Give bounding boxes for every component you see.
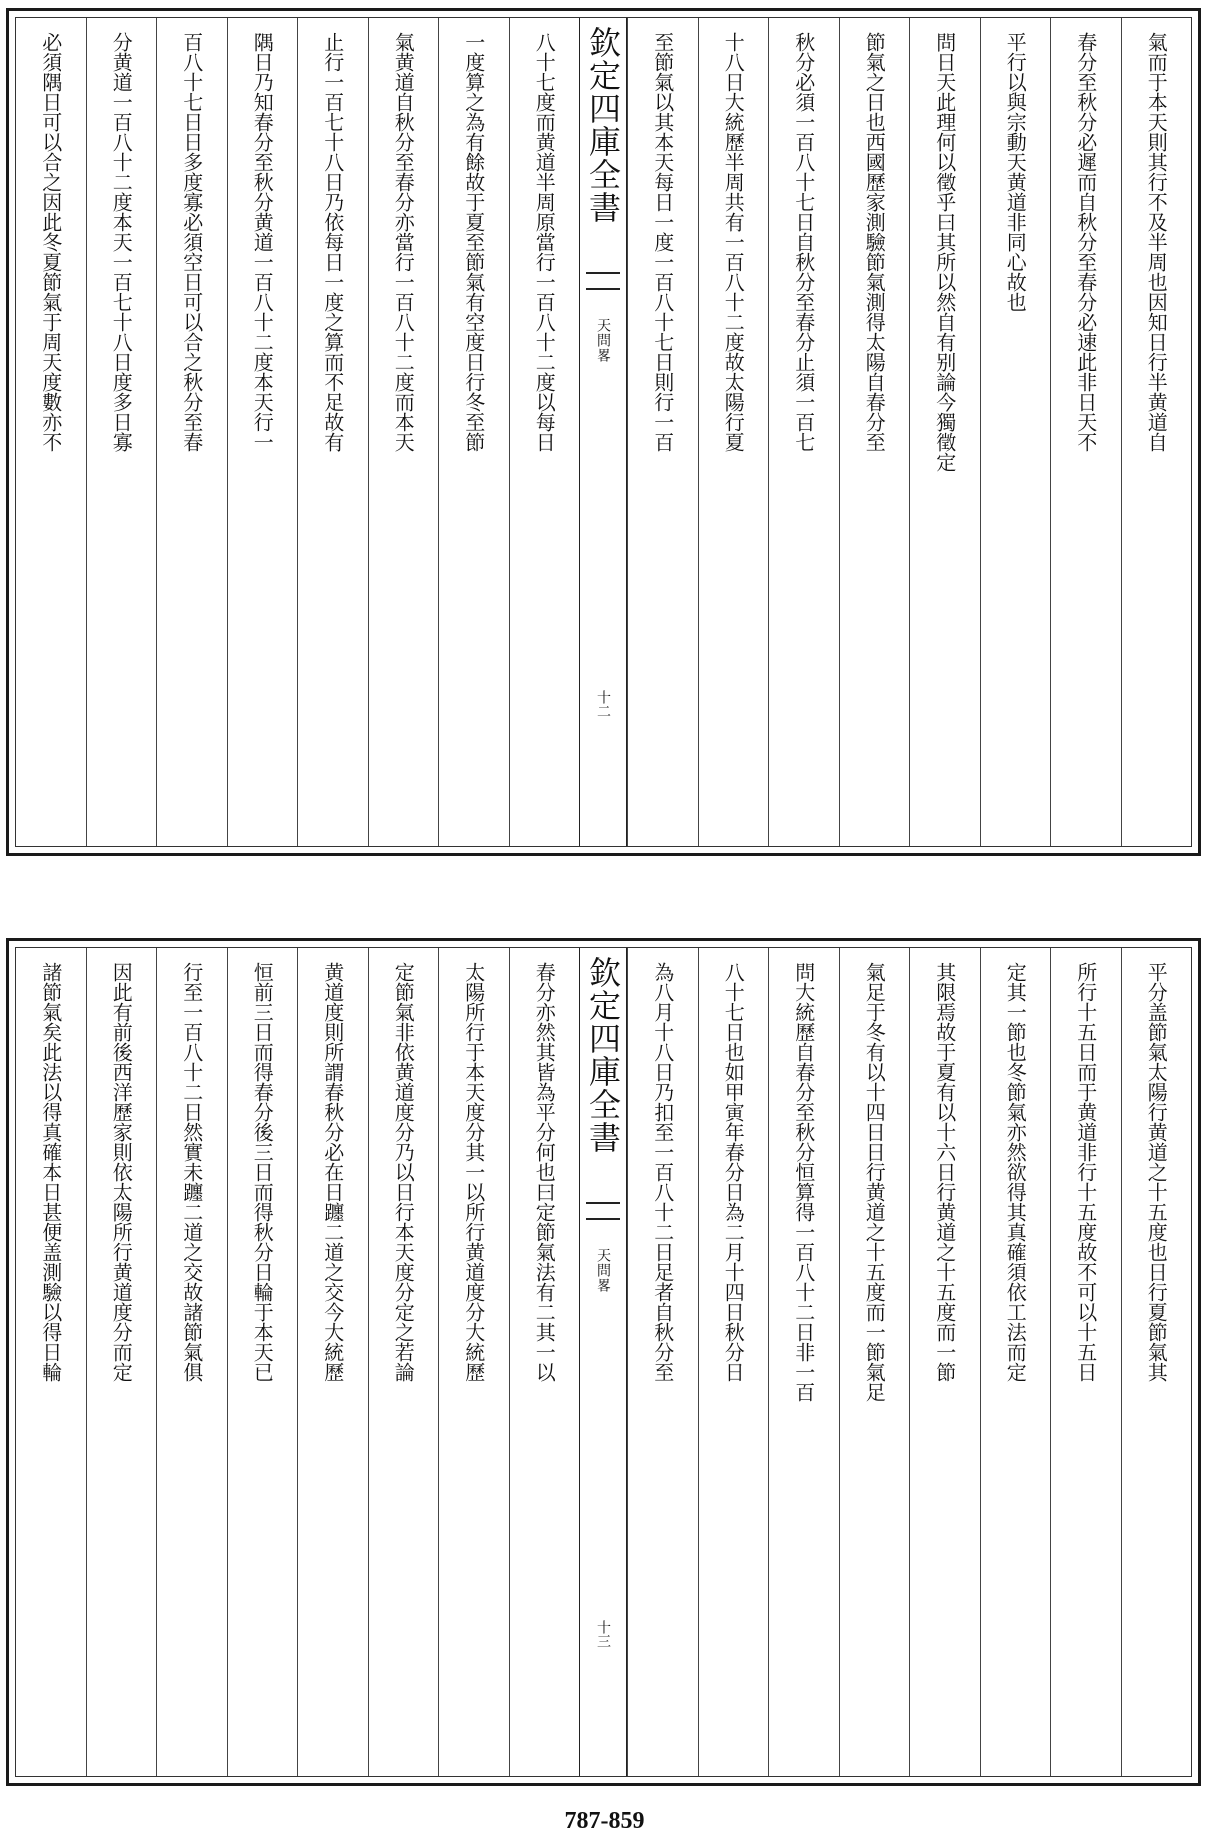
column-text: 節氣之日也西國歷家測驗節氣測得太陽自春分至 — [862, 32, 887, 452]
text-column — [627, 18, 698, 846]
text-column — [16, 18, 86, 846]
page-frame — [15, 17, 1192, 847]
book-title: 欽定四庫全書 — [584, 956, 622, 1154]
fish-tail-mark — [586, 1202, 620, 1220]
book-title: 欽定四庫全書 — [584, 26, 622, 224]
text-column — [86, 948, 157, 1776]
text-column — [156, 18, 227, 846]
page-number: 十三 — [595, 1620, 611, 1648]
text-column — [768, 948, 839, 1776]
text-column — [156, 948, 227, 1776]
text-column — [297, 948, 368, 1776]
column-text: 定其一節也冬節氣亦然欲得其真確須依工法而定 — [1003, 962, 1028, 1382]
column-text: 隅日乃知春分至秋分黄道一百八十二度本天行一 — [250, 32, 275, 452]
center-gutter — [579, 948, 627, 1776]
column-text: 恒前三日而得春分後三日而得秋分日輪于本天已 — [250, 962, 275, 1382]
page-number: 十二 — [595, 690, 611, 718]
column-text: 一度算之為有餘故于夏至節氣有空度日行冬至節 — [461, 32, 486, 452]
column-text: 八十七日也如甲寅年春分日為二月十四日秋分日 — [721, 962, 746, 1382]
column-text: 止行一百七十八日乃依每日一度之算而不足故有 — [320, 32, 345, 452]
text-column — [1121, 948, 1192, 1776]
text-column — [227, 948, 298, 1776]
text-column — [368, 18, 439, 846]
text-column — [1050, 948, 1121, 1776]
column-text: 諸節氣矣此法以得真確本日甚便盖測驗以得日輪 — [38, 962, 63, 1382]
text-column — [297, 18, 368, 846]
chapter-name: 天問畧 — [595, 318, 611, 363]
text-column — [980, 948, 1051, 1776]
column-text: 八十七度而黄道半周原當行一百八十二度以每日 — [532, 32, 557, 452]
text-column — [980, 18, 1051, 846]
column-text: 定節氣非依黄道度分乃以日行本天度分定之若論 — [391, 962, 416, 1382]
text-column — [509, 18, 580, 846]
column-text: 氣而于本天則其行不及半周也因知日行半黄道自 — [1144, 32, 1169, 452]
text-column — [227, 18, 298, 846]
text-column — [839, 948, 910, 1776]
text-column — [627, 948, 698, 1776]
text-column — [509, 948, 580, 1776]
top-page — [6, 8, 1201, 856]
column-text: 秋分必須一百八十七日自秋分至春分止須一百七 — [791, 32, 816, 452]
column-text: 春分亦然其皆為平分何也曰定節氣法有二其一以 — [532, 962, 557, 1382]
column-text: 因此有前後西洋歷家則依太陽所行黄道度分而定 — [109, 962, 134, 1382]
text-columns — [16, 948, 1191, 1776]
text-column — [438, 18, 509, 846]
text-column — [698, 18, 769, 846]
text-column — [368, 948, 439, 1776]
text-column — [86, 18, 157, 846]
column-text: 春分至秋分必遲而自秋分至春分必速此非日天不 — [1073, 32, 1098, 452]
page-footer-number: 787-859 — [564, 1808, 645, 1834]
chapter-name: 天問畧 — [595, 1248, 611, 1293]
text-column — [1050, 18, 1121, 846]
text-columns — [16, 18, 1191, 846]
column-text: 平分盖節氣太陽行黄道之十五度也日行夏節氣其 — [1144, 962, 1169, 1382]
text-column — [438, 948, 509, 1776]
column-text: 為八月十八日乃扣至一百八十二日足者自秋分至 — [650, 962, 675, 1382]
column-text: 太陽所行于本天度分其一以所行黄道度分大統歷 — [461, 962, 486, 1382]
column-text: 問大統歷自春分至秋分恒算得一百八十二日非一百 — [791, 962, 816, 1402]
column-text: 行至一百八十二日然實未躔二道之交故諸節氣俱 — [179, 962, 204, 1382]
column-text: 分黄道一百八十二度本天一百七十八日度多日寡 — [109, 32, 134, 452]
center-gutter — [579, 18, 627, 846]
page-frame — [15, 947, 1192, 1777]
column-text: 氣足于冬有以十四日日行黄道之十五度而一節氣足 — [862, 962, 887, 1402]
text-column — [909, 18, 980, 846]
column-text: 百八十七日日多度寡必須空日可以合之秋分至春 — [179, 32, 204, 452]
text-column — [839, 18, 910, 846]
column-text: 問日天此理何以徵乎曰其所以然自有别論今獨徵定 — [932, 32, 957, 472]
text-column — [768, 18, 839, 846]
text-column — [16, 948, 86, 1776]
column-text: 十八日大統歷半周共有一百八十二度故太陽行夏 — [721, 32, 746, 452]
column-text: 必須隅日可以合之因此冬夏節氣于周天度數亦不 — [38, 32, 63, 452]
fish-tail-mark — [586, 272, 620, 290]
column-text: 至節氣以其本天每日一度一百八十七日則行一百 — [650, 32, 675, 452]
text-column — [909, 948, 980, 1776]
text-column — [1121, 18, 1192, 846]
column-text: 其限焉故于夏有以十六日行黄道之十五度而一節 — [932, 962, 957, 1382]
bottom-page — [6, 938, 1201, 1786]
text-column — [698, 948, 769, 1776]
column-text: 平行以與宗動天黄道非同心故也 — [1003, 32, 1028, 312]
column-text: 氣黄道自秋分至春分亦當行一百八十二度而本天 — [391, 32, 416, 452]
column-text: 黄道度則所謂春秋分必在日躔二道之交今大統歷 — [320, 962, 345, 1382]
column-text: 所行十五日而于黄道非行十五度故不可以十五日 — [1073, 962, 1098, 1382]
